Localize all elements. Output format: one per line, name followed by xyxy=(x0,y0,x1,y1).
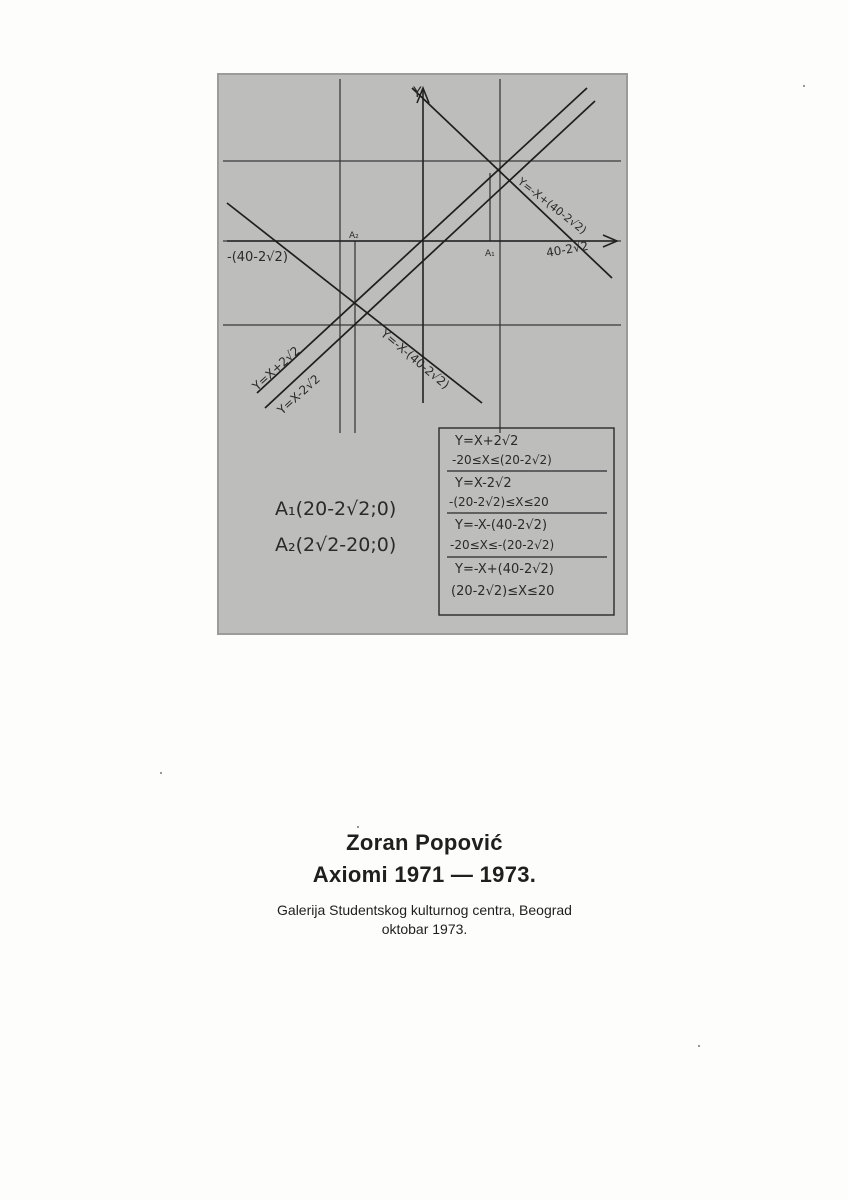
table-row-3-eq: Y=-X-(40-2√2) xyxy=(455,518,548,533)
artwork-drawing xyxy=(217,73,628,635)
table-row-2-eq: Y=X-2√2 xyxy=(455,476,512,491)
paper-speck xyxy=(160,772,162,774)
point-a2-text: A₂(2√2-20;0) xyxy=(275,534,397,556)
table-row-4-eq: Y=-X+(40-2√2) xyxy=(455,562,554,577)
table-row-2-range: -(20-2√2)≤X≤20 xyxy=(449,495,549,509)
point-a1-text: A₁(20-2√2;0) xyxy=(275,498,397,520)
date-text: oktobar 1973. xyxy=(381,921,468,937)
paper-speck xyxy=(357,826,359,828)
author-name: Zoran Popović xyxy=(346,830,503,855)
paper-speck xyxy=(698,1045,700,1047)
paper-speck xyxy=(803,85,805,87)
artwork-plate xyxy=(217,73,628,635)
line-1-label: Y=X+2√2 xyxy=(249,343,303,394)
a2-label: A₂ xyxy=(349,231,359,241)
table-row-1-range: -20≤X≤(20-2√2) xyxy=(452,453,552,467)
a1-label: A₁ xyxy=(485,249,495,259)
exhibition-title: Axiomi 1971 — 1973. xyxy=(312,862,537,887)
table-row-4-range: (20-2√2)≤X≤20 xyxy=(451,584,555,599)
table-row-1-eq: Y=X+2√2 xyxy=(455,434,519,449)
y-axis-label: Y xyxy=(413,85,422,101)
equation-table xyxy=(439,428,614,615)
neg-x-label: -(40-2√2) xyxy=(227,250,288,265)
line-3-label: Y=-X-(40-2√2) xyxy=(378,326,453,392)
line-4-label: Y=-X+(40-2√2) xyxy=(515,175,590,237)
venue-text: Galerija Studentskog kulturnog centra, Beograd xyxy=(277,902,572,918)
line-2-label: Y=X-2√2 xyxy=(274,371,323,418)
pos-x-label: 40-2√2 xyxy=(545,238,590,260)
table-row-3-range: -20≤X≤-(20-2√2) xyxy=(450,538,555,552)
